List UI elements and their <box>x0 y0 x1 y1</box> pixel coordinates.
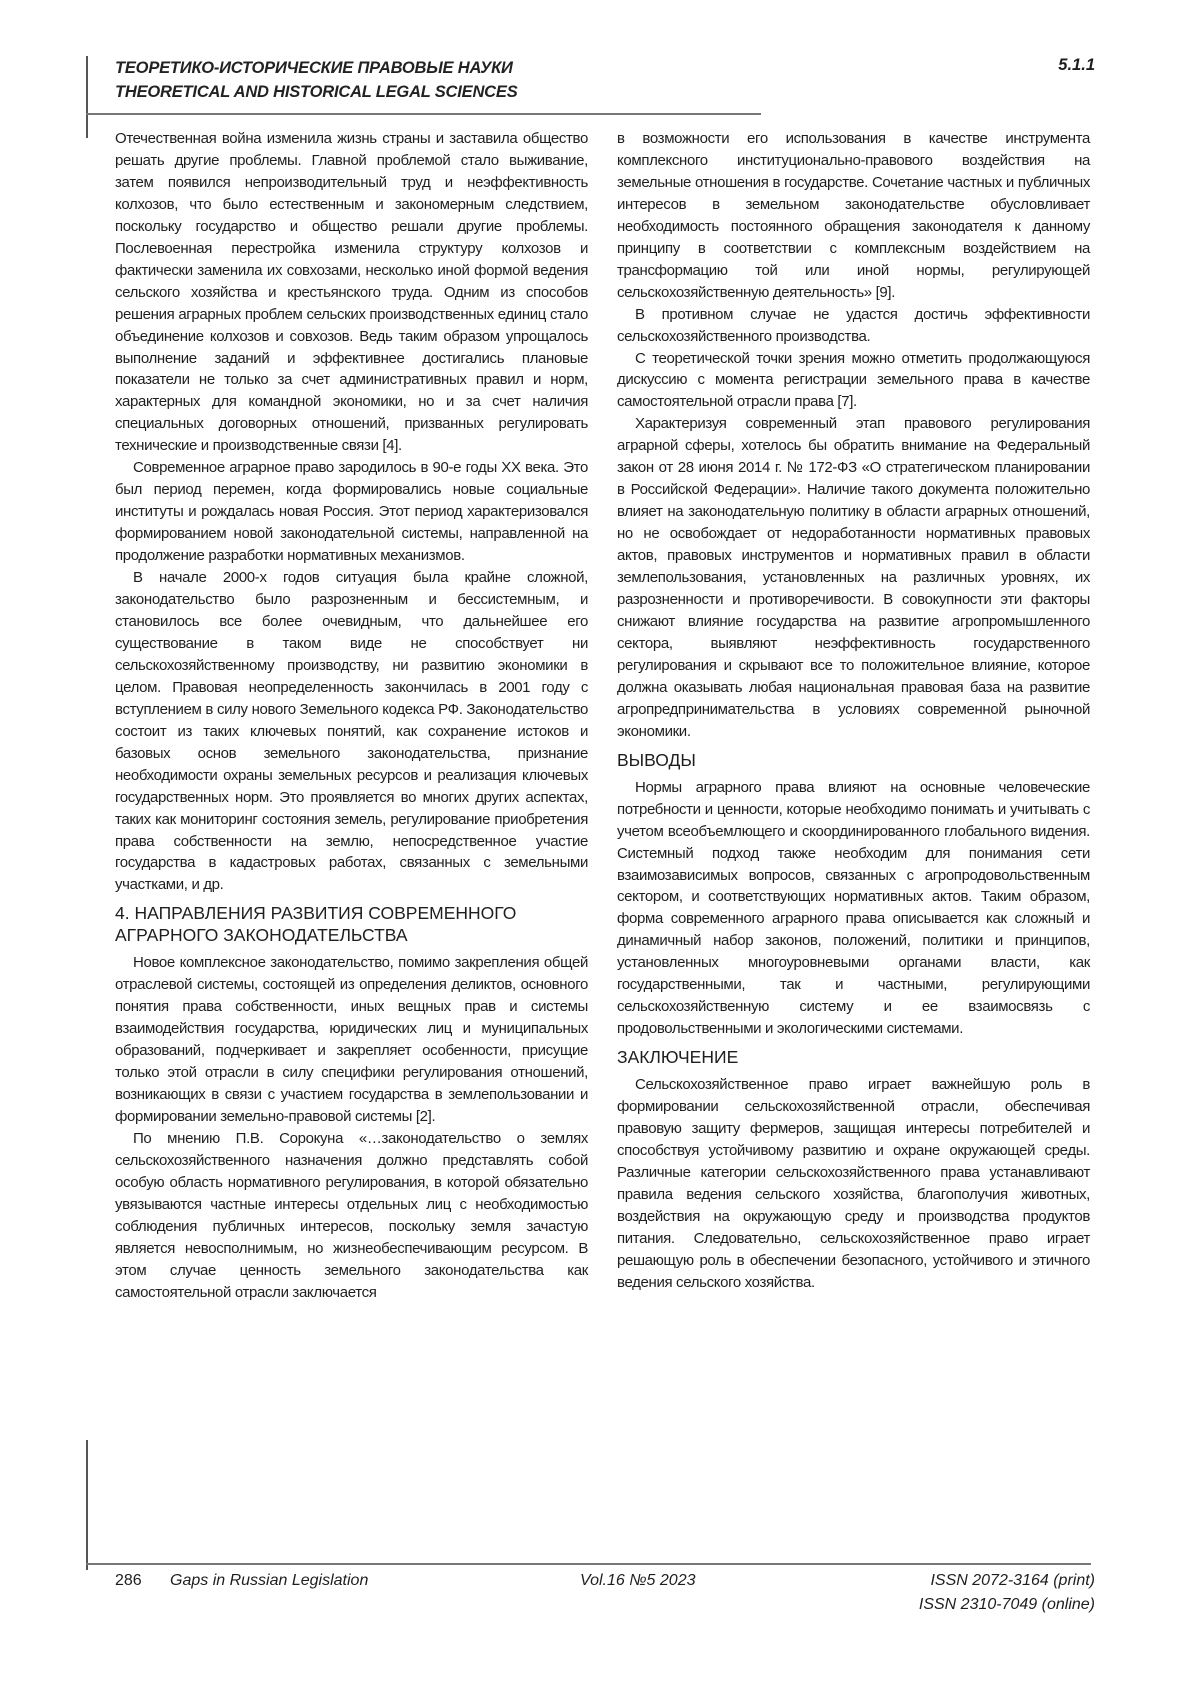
issue-info: Vol.16 №5 2023 <box>580 1572 696 1589</box>
header-title-en: THEORETICAL AND HISTORICAL LEGAL SCIENCES <box>115 83 518 101</box>
paragraph: Характеризуя современный этап правового регулирования аграрной сферы, хотелось бы обратить внимание на Федеральный закон от 28 июня 2014 г. № 172-ФЗ «О стратегическом планировании в Российской Федерации». Наличие такого документа положительно влияет на законодательную политику в области аграрных отношений, но не освобождает от недоработанности нормативных правовых актов, правовых инструментов и нормативных правил в области землепользования, установленных на различных уровнях, их разрозненности и противоречивости. В совокупности эти факторы снижают влияние государства на развитие агропромышленного сектора, выявляют неэффективность государственного регулирования и скрывают все то положительное влияние, которое должна оказывать любая национальная правовая база на развитие агропредпринимательства в условиях современной рыночной экономики. <box>617 415 1090 740</box>
running-header <box>115 56 518 104</box>
paragraph: В начале 2000-х годов ситуация была крайне сложной, законодательство было разрозненным и бессистемным, и становилось все более очевидным, что дальнейшее его существование в таком виде не способствует ни сельскохозяйственному производству, ни развитию экономики в целом. Правовая неопределенность закончилась в 2001 году с вступлением в силу нового Земельного кодекса РФ. Законодательство состоит из таких ключевых понятий, как сохранение истоков и базовых основ земельного законодательства, признание необходимости охраны земельных ресурсов и реализация ключевых государственных норм. Это проявляется во многих других аспектах, таких как мониторинг состояния земель, регулирование приобретения права собственности на землю, непосредственное участие государства в кадастровых работах, связанных с земельными участками, и др. <box>115 569 588 894</box>
section-heading: ВЫВОДЫ <box>617 749 696 770</box>
section-heading: 4. НАПРАВЛЕНИЯ РАЗВИТИЯ СОВРЕМЕННОГО АГРАРНОГО ЗАКОНОДАТЕЛЬСТВА <box>115 903 517 946</box>
paragraph: Сельскохозяйственное право играет важнейшую роль в формировании сельскохозяйственной отрасли, обеспечивая правовую защиту фермеров, защищая интересы потребителей и способствуя устойчивому развитию и охране окружающей среды. Различные категории сельскохозяйственного права устанавливают правила ведения сельского хозяйства, благополучия животных, воздействия на окружающую среду и производства продуктов питания. Следовательно, сельскохозяйственное право играет решающую роль в обеспечении безопасного, устойчивого и этичного ведения сельского хозяйства. <box>617 1076 1090 1291</box>
paragraph: Современное аграрное право зародилось в 90-е годы XX века. Это был период перемен, когда формировались новые социальные институты и рождалась новая Россия. Этот период характеризовался формированием новой законодательной системы, направленной на продолжение разработки нормативных механизмов. <box>115 459 588 565</box>
right-column <box>617 128 1090 1294</box>
page-number: 286 <box>115 1572 142 1589</box>
header-title-ru: ТЕОРЕТИКО-ИСТОРИЧЕСКИЕ ПРАВОВЫЕ НАУКИ <box>115 59 513 77</box>
left-column <box>115 128 588 1304</box>
footer-vertical-rule <box>86 1440 88 1570</box>
journal-name: Gaps in Russian Legislation <box>170 1572 369 1589</box>
paragraph: Нормы аграрного права влияют на основные человеческие потребности и ценности, которые необходимо понимать и учитывать с учетом всеобъемлющего и скоординированного глобального видения. Системный подход также необходим для понимания сети взаимозависимых вопросов, связанных с агропродовольственным сектором, и соответствующих нормативных актов. Таким образом, форма современного аграрного права описывается как сложный и динамичный набор законов, положений, политики и принципов, установленных многоуровневыми органами власти, как государственными, так и частными, регулирующими сельскохозяйственную систему и ее взаимосвязь с продовольственными и экологическими системами. <box>617 778 1090 1038</box>
paragraph: Отечественная война изменила жизнь страны и заставила общество решать другие проблемы. Главной проблемой стало выживание, затем появился непроизводительный труд и неэффективность колхозов, что было естественным и закономерным следствием, поскольку государство и общество решали другие проблемы. Послевоенная перестройка изменила структуру колхозов и фактически заменила их совхозами, несколько иной формой ведения сельского хозяйства и крестьянского труда. Одним из способов решения аграрных проблем сельских производственных единиц стало объединение колхозов и совхозов. Ведь таким образом упрощалось выполнение заданий и эффективнее достигались плановые показатели не только за счет административных правил и норм, характерных для командной экономики, но и за счет наличия специальных договорных отношений, призванных регулировать технические и производственные связи [4]. <box>115 130 588 455</box>
paragraph: С теоретической точки зрения можно отметить продолжающуюся дискуссию с момента регистрации земельного права в качестве самостоятельной отрасли права [7]. <box>617 349 1090 411</box>
section-heading: ЗАКЛЮЧЕНИЕ <box>617 1047 739 1068</box>
paragraph: По мнению П.В. Сорокуна «…законодательство о землях сельскохозяйственного назначения должно представлять собой особую область нормативного регулирования, в которой обязательно увязываются частные интересы отдельных лиц с необходимостью соблюдения публичных интересов, поскольку земля зачастую является невосполнимым, но жизнеобеспечивающим ресурсом. В этом случае ценность земельного законодательства как самостоятельной отрасли заключается <box>115 1129 588 1301</box>
header-vertical-rule <box>86 56 88 138</box>
header-horizontal-rule <box>86 113 761 115</box>
paragraph: В противном случае не удастся достичь эффективности сельскохозяйственного производства. <box>617 305 1090 345</box>
section-code: 5.1.1 <box>1058 56 1095 74</box>
paragraph: Новое комплексное законодательство, помимо закрепления общей отраслевой системы, состоящей из определения деликтов, основного понятия права собственности, иных вещных прав и системы взаимодействия государства, юридических лиц и муниципальных образований, подчеркивает и закрепляет особенности, присущие только этой отрасли в силу специфики регулирования отношений, возникающих в связи с участием государства в землепользовании и формировании земельно-правовой системы [2]. <box>115 954 588 1126</box>
issn-print: ISSN 2072-3164 (print) <box>930 1572 1095 1589</box>
issn-online: ISSN 2310-7049 (online) <box>918 1596 1095 1613</box>
paragraph: в возможности его использования в качестве инструмента комплексного институционально-правового воздействия на земельные отношения в государстве. Сочетание частных и публичных интересов в земельном законодательстве обусловливает необходимость постоянного обращения законодателя к данному принципу в соответствии с комплексным воздействием на трансформацию той или иной нормы, регулирующей сельскохозяйственную деятельность» [9]. <box>617 130 1090 301</box>
footer-horizontal-rule <box>86 1563 1091 1565</box>
